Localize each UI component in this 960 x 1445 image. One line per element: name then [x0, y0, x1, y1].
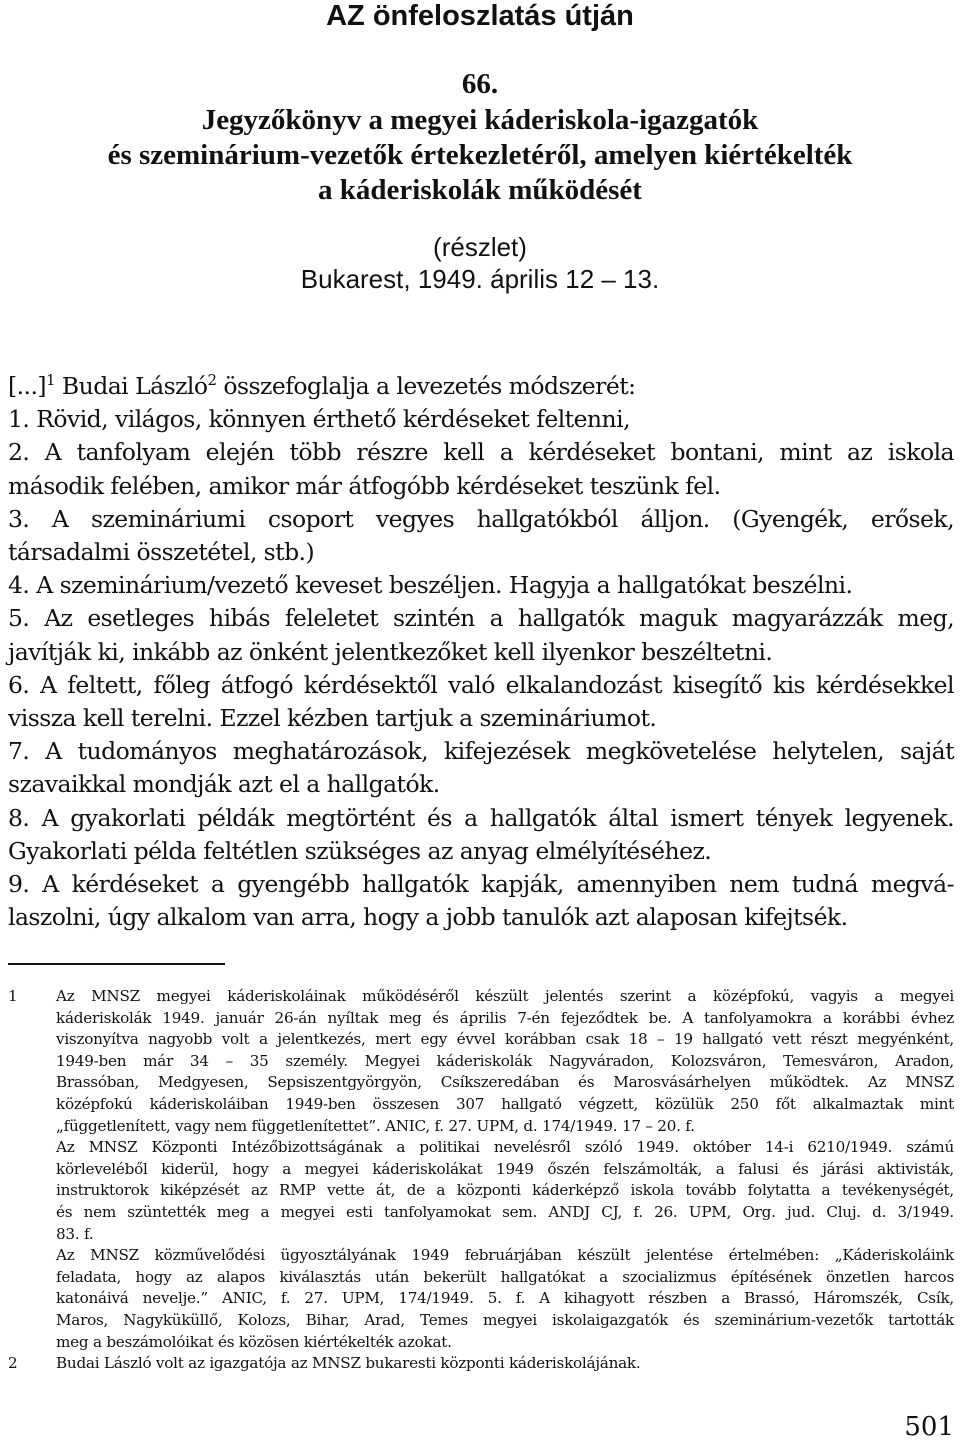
body-line: második felében, amikor már átfogóbb kérdéseket teszünk fel. [8, 471, 721, 500]
footnote-line: Az MNSZ megyei káderiskoláinak működéséről készült jelentés szerint a középfokú, vagyis a megyei [56, 987, 954, 1005]
running-head: AZ önfeloszlatás útján [326, 0, 634, 32]
footnotes [8, 986, 954, 1375]
document-number: 66. [461, 68, 499, 100]
footnote-line: 1949-ben már 34 – 35 személy. Megyei káderiskolák Nagyváradon, Kolozsváron, Temesváron, Aradon, [56, 1051, 954, 1070]
body-line: 6. A feltett, főleg átfogó kérdésektől való elkalandozást kisegítő kis kérdésekkel [8, 670, 954, 699]
footnote-line: meg a beszámolóikat és közösen kiértékelték azokat. [56, 1332, 452, 1351]
footnote-line: körleveléből kiderül, hogy a megyei káderiskolákat 1949 őszén felszámolták, a falusi és járási aktivisták, [56, 1159, 954, 1178]
footnote-line: feladata, hogy az alapos kiválasztás után bekerült hallgatókat a szocializmus építésének önzetlen harcos [56, 1267, 954, 1286]
excerpt-note: (részlet) [433, 232, 527, 262]
body-line: társadalmi összetétel, stb.) [8, 538, 315, 567]
footnote [8, 986, 954, 1353]
footnote-line: Az MNSZ Központi Intézőbizottságának a politikai nevelésről szóló 1949. október 14-i 6210/1949. számú [56, 1138, 954, 1157]
footnote-line: viszonyítva nagyobb volt a jelentkezés, mert egy évvel korábban csak 18 – 19 hallgató vett részt megyénként, [56, 1030, 954, 1049]
page-number: 501 [904, 1412, 954, 1442]
footnote-line: Az MNSZ közművelődési ügyosztályának 1949 februárjában készült jelentése értelmében: „Káderiskoláink [56, 1246, 954, 1265]
body-line: szavaikkal mondják azt el a hallgatók. [8, 770, 440, 799]
footnote-line: Maros, Nagyküküllő, Kolozs, Bihar, Arad, Temes megyei iskolaigazgatók és szeminárium-vezetők tartották [56, 1310, 954, 1329]
footnote-ref[interactable]: 1 [46, 371, 55, 389]
omission-mark: [...] [8, 372, 46, 400]
body-line: 1. Rövid, világos, könnyen érthető kérdéseket feltenni, [8, 405, 630, 434]
footnote [8, 1353, 954, 1375]
footnote-ref[interactable]: 2 [207, 371, 217, 389]
intro-text: Budai László [55, 372, 208, 400]
title-line: Jegyzőkönyv a megyei káderiskola-igazgatók [201, 104, 759, 136]
footnote-number: 1 [8, 987, 18, 1005]
body-line: 2. A tanfolyam elején több részre kell a kérdéseket bontani, mint az iskola [8, 438, 954, 467]
footnote-line: „függetlenített, vagy nem függetlenítettet”. ANIC, f. 27. UPM, d. 174/1949. 17 – 20. f. [56, 1116, 695, 1135]
title-line: és szeminárium-vezetők értekezletéről, amelyen kiértékelték [107, 139, 853, 171]
footnote-line: Brassóban, Medgyesen, Sepsiszentgyörgyön, Csíkszeredában és Marosvásárhelyen működtek. Az MNSZ [56, 1073, 954, 1092]
intro-line [8, 370, 954, 403]
footnote-line: instruktorok kiképzését az RMP vette át, de a központi káderképző iskola tovább folytatta a tevékenységét, [56, 1181, 954, 1200]
body-line: javítják ki, inkább az önként jelentkezőket kell ilyenkor beszéltetni. [8, 637, 773, 666]
footnote-line: és nem szüntették meg a megyei esti tanfolyamokat sem. ANDJ CJ, f. 26. UPM, Org. jud. Cluj. d. 3/1949. [56, 1202, 954, 1221]
body-line: 5. Az esetleges hibás feleletet szintén a hallgatók maguk magyarázzák meg, [8, 604, 954, 633]
body-line: vissza kell terelni. Ezzel kézben tartjuk a szemináriumot. [8, 704, 657, 733]
body-line: laszolni, úgy alkalom van arra, hogy a jobb tanulók azt alaposan kifejtsék. [8, 903, 848, 932]
footnote-line: káderiskolák 1949. január 26-án nyíltak meg és április 7-én fejeződtek be. A tanfolyamokra a korábbi évhez [56, 1008, 954, 1027]
body-line: 8. A gyakorlati példák megtörtént és a hallgatók által ismert tények legyenek. [8, 803, 954, 832]
footnote-line: 83. f. [56, 1224, 94, 1243]
footnote-line: középfokú káderiskoláiban 1949-ben összesen 307 hallgató végzett, közülük 250 főt alkalmaztak mint [56, 1094, 954, 1113]
title-line: a káderiskolák működését [318, 174, 642, 206]
document-title [0, 103, 960, 208]
body-line: 7. A tudományos meghatározások, kifejezések megkövetelése helytelen, saját [8, 737, 954, 766]
footnote-line: Budai László volt az igazgatója az MNSZ bukaresti központi káderiskolájának. [56, 1354, 641, 1373]
footnote-line: katonáivá nevelje.” ANIC, f. 27. UPM, 174/1949. 5. f. A kihagyott részben a Brassó, Háromszék, Csík, [56, 1289, 954, 1308]
footnote-divider [8, 963, 225, 965]
body-line: 4. A szeminárium/vezető keveset beszéljen. Hagyja a hallgatókat beszélni. [8, 571, 853, 600]
footnote-number: 2 [8, 1354, 18, 1373]
body-line: 9. A kérdéseket a gyengébb hallgatók kapják, amennyiben nem tudná megvá- [8, 870, 954, 899]
body-text [8, 370, 954, 934]
place-date: Bukarest, 1949. április 12 – 13. [300, 264, 660, 294]
body-line: 3. A szemináriumi csoport vegyes hallgatókból álljon. (Gyengék, erősek, [8, 504, 954, 533]
body-line: Gyakorlati példa feltétlen szükséges az anyag elmélyítéséhez. [8, 836, 712, 865]
intro-text: összefoglalja a levezetés módszerét: [216, 372, 636, 400]
